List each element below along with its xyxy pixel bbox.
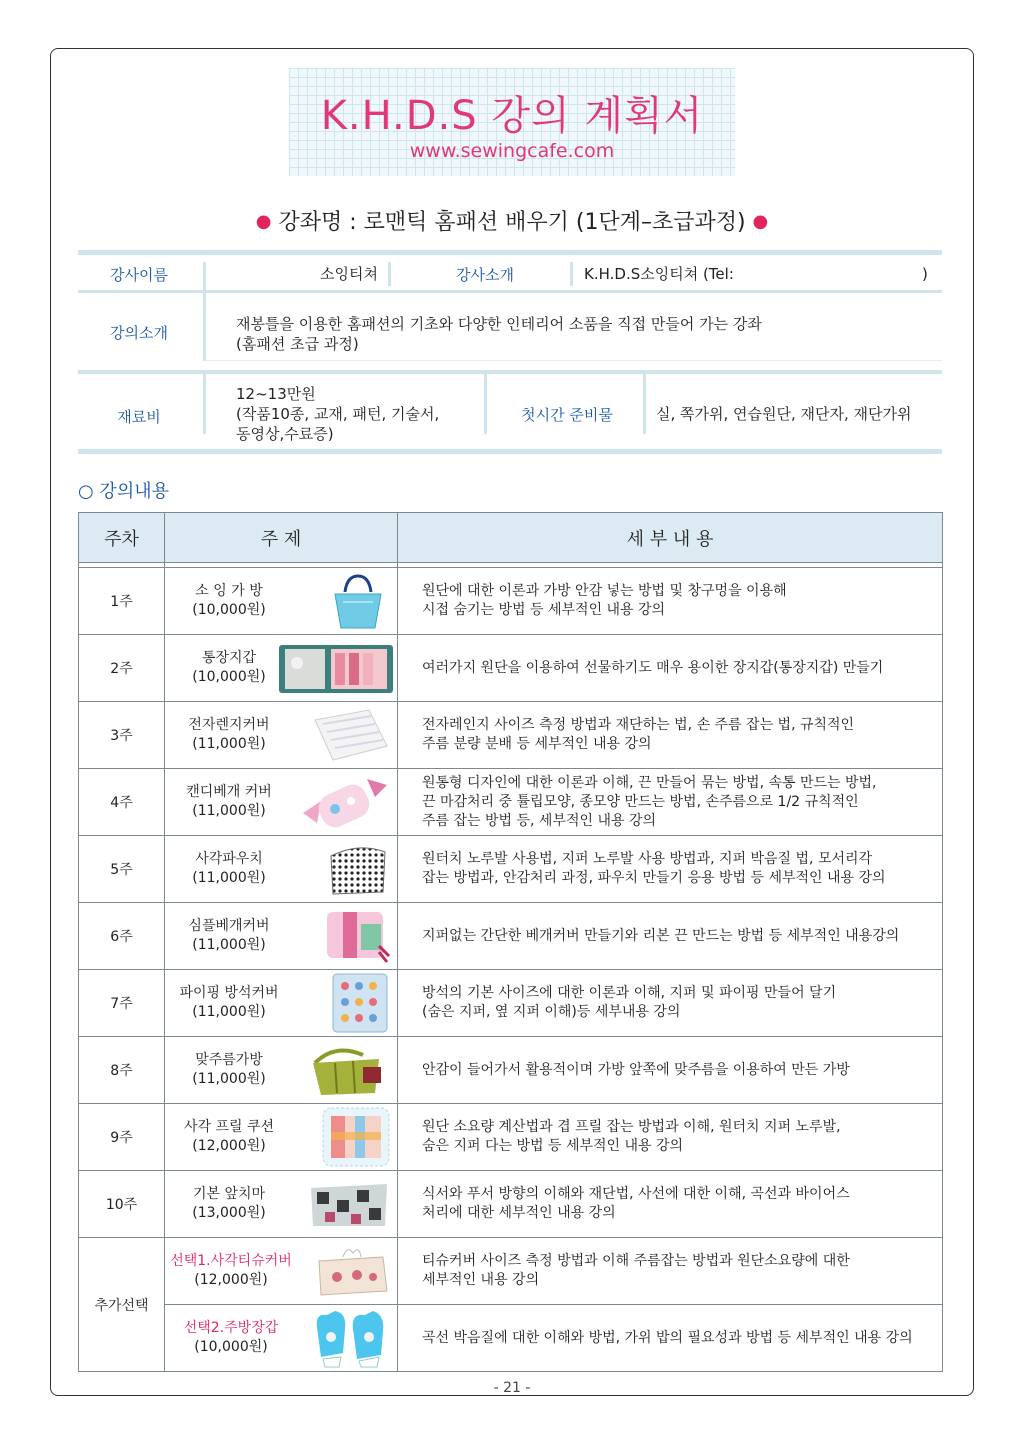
topic-name: 소 잉 가 방 bbox=[195, 583, 263, 599]
week-cell: 3주 bbox=[79, 702, 165, 769]
detail-cell bbox=[398, 702, 943, 769]
detail-line: 숨은 지퍼 다는 방법 등 세부적인 내용 강의 bbox=[422, 1138, 684, 1154]
fee-label: 재료비 bbox=[117, 408, 161, 426]
section-title: ○ 강의내용 bbox=[78, 481, 169, 502]
table-row bbox=[79, 1238, 943, 1305]
detail-cell bbox=[398, 836, 943, 903]
topic-price: (11,000원) bbox=[192, 937, 266, 953]
divider bbox=[203, 293, 206, 361]
header-topic: 주 제 bbox=[165, 513, 398, 563]
lesson-table bbox=[78, 512, 943, 1372]
detail-cell bbox=[398, 1305, 943, 1372]
detail-cell bbox=[398, 769, 943, 836]
topic-name: 선택2.주방장갑 bbox=[183, 1320, 279, 1336]
topic-price: (10,000원) bbox=[192, 669, 266, 685]
detail-line: 원단 소요량 계산법과 겹 프릴 잡는 방법과 이해, 원터치 지퍼 노루발, bbox=[422, 1119, 841, 1135]
detail-cell bbox=[398, 1037, 943, 1104]
week-cell: 1주 bbox=[79, 568, 165, 635]
topic-cell bbox=[165, 1171, 398, 1238]
topic-cell bbox=[165, 769, 398, 836]
detail-cell bbox=[398, 1104, 943, 1171]
page-number: - 21 - bbox=[493, 1380, 531, 1396]
course-intro-line1: 재봉틀을 이용한 홈패션의 기초와 다양한 인테리어 소품을 직접 만들어 가는 강좌 bbox=[236, 315, 762, 333]
detail-line: 잡는 방법과, 안감처리 과정, 파우치 만들기 응용 방법 등 세부적인 내용 강의 bbox=[422, 870, 886, 886]
pillow-cover-photo-icon bbox=[321, 906, 391, 966]
detail-cell bbox=[398, 1238, 943, 1305]
instructor-label: 강사이름 bbox=[110, 266, 168, 284]
topic-name: 기본 앞치마 bbox=[192, 1186, 266, 1202]
course-intro-line2: (홈패션 초급 과정) bbox=[236, 335, 359, 353]
oven-mitt-photo-icon bbox=[311, 1307, 391, 1369]
topic-cell bbox=[165, 1238, 398, 1305]
detail-line: 끈 마감처리 중 튤립모양, 종모양 만드는 방법, 손주름으로 1/2 규칙적인 bbox=[422, 793, 859, 810]
pouch-photo-icon bbox=[325, 840, 391, 898]
detail-line: 여러가지 원단을 이용하여 선물하기도 매우 용이한 장지갑(통장지갑) 만들기 bbox=[422, 659, 884, 676]
course-name: 강좌명 : 로맨틱 홈패션 배우기 (1단계–초급과정) bbox=[278, 210, 746, 235]
topic-cell bbox=[165, 970, 398, 1037]
detail-cell bbox=[398, 635, 943, 702]
divider bbox=[78, 449, 942, 454]
divider bbox=[78, 250, 942, 255]
fee-line2: (작품10종, 교재, 패턴, 기술서, bbox=[236, 405, 440, 423]
table-row bbox=[79, 1305, 943, 1372]
detail-cell bbox=[398, 970, 943, 1037]
divider bbox=[78, 290, 942, 293]
prep-label: 첫시간 준비물 bbox=[521, 406, 613, 424]
topic-price: (10,000원) bbox=[192, 602, 266, 618]
candy-pillow-photo-icon bbox=[295, 771, 391, 833]
topic-name: 캔디베개 커버 bbox=[186, 784, 272, 800]
divider bbox=[203, 374, 206, 434]
detail-line: 곡선 박음질에 대한 이해와 방법, 가위 밥의 필요성과 방법 등 세부적인 내용 강의 bbox=[422, 1329, 913, 1346]
topic-name: 사각 프릴 쿠션 bbox=[183, 1119, 275, 1135]
banner-title: K.H.D.S 강의 계획서 bbox=[320, 93, 704, 139]
detail-cell bbox=[398, 1171, 943, 1238]
topic-price: (11,000원) bbox=[192, 1004, 266, 1020]
divider bbox=[388, 262, 391, 286]
topic-cell bbox=[165, 1305, 398, 1372]
week-cell: 4주 bbox=[79, 769, 165, 836]
topic-price: (11,000원) bbox=[192, 803, 266, 819]
topic-name: 파이핑 방석커버 bbox=[179, 985, 279, 1001]
detail-line: 지퍼없는 간단한 베개커버 만들기와 리본 끈 만드는 방법 등 세부적인 내용강의 bbox=[422, 927, 900, 944]
detail-line: 원터치 노루발 사용법, 지퍼 노루발 사용 방법과, 지퍼 박음질 법, 모서리각 bbox=[422, 851, 873, 867]
fee-line1: 12~13만원 bbox=[236, 385, 316, 403]
week-cell: 10주 bbox=[79, 1171, 165, 1238]
detail-line: 안감이 들어가서 활용적이며 가방 앞쪽에 맞주름을 이용하여 만든 가방 bbox=[422, 1061, 850, 1078]
week-cell: 9주 bbox=[79, 1104, 165, 1171]
table-row bbox=[79, 769, 943, 836]
extra-label-cell: 추가선택 bbox=[79, 1238, 165, 1372]
topic-price: (13,000원) bbox=[192, 1205, 266, 1221]
detail-line: 세부적인 내용 강의 bbox=[422, 1272, 540, 1288]
course-intro-label: 강의소개 bbox=[110, 324, 168, 342]
table-row bbox=[79, 1104, 943, 1171]
instructor-value: 소잉티쳐 bbox=[320, 265, 378, 283]
topic-name: 통장지갑 bbox=[201, 650, 257, 666]
tote-bag-photo-icon bbox=[325, 572, 391, 630]
topic-cell bbox=[165, 1104, 398, 1171]
prep-value: 실, 쪽가위, 연습원단, 재단자, 재단가위 bbox=[656, 405, 912, 423]
week-cell: 5주 bbox=[79, 836, 165, 903]
cushion-photo-icon bbox=[329, 972, 391, 1034]
week-cell: 8주 bbox=[79, 1037, 165, 1104]
topic-cell bbox=[165, 702, 398, 769]
detail-line: 처리에 대한 세부적인 내용 강의 bbox=[422, 1205, 616, 1221]
divider bbox=[205, 360, 942, 361]
detail-line: 티슈커버 사이즈 측정 방법과 이해 주름잡는 방법과 원단소요량에 대한 bbox=[422, 1253, 850, 1269]
wallet-photo-icon bbox=[277, 639, 395, 697]
topic-price: (12,000원) bbox=[194, 1272, 268, 1288]
topic-name: 전자렌지커버 bbox=[188, 717, 270, 733]
apron-photo-icon bbox=[307, 1178, 391, 1230]
detail-line: (숨은 지퍼, 옆 지퍼 이해)등 세부내용 강의 bbox=[422, 1004, 681, 1020]
table-row bbox=[79, 836, 943, 903]
frill-cushion-photo-icon bbox=[321, 1106, 391, 1168]
topic-cell bbox=[165, 836, 398, 903]
header-week: 주차 bbox=[79, 513, 165, 563]
week-cell: 7주 bbox=[79, 970, 165, 1037]
table-row bbox=[79, 568, 943, 635]
topic-cell bbox=[165, 1037, 398, 1104]
topic-price: (11,000원) bbox=[192, 870, 266, 886]
intro-value: K.H.D.S소잉티쳐 (Tel: bbox=[584, 265, 734, 283]
detail-line: 방석의 기본 사이즈에 대한 이론과 이해, 지퍼 및 파이핑 만들어 달기 bbox=[422, 985, 837, 1001]
divider bbox=[570, 262, 573, 286]
intro-close: ) bbox=[922, 265, 928, 283]
microwave-cover-photo-icon bbox=[309, 706, 391, 764]
header-banner bbox=[289, 68, 735, 176]
detail-line: 원통형 디자인에 대한 이론과 이해, 끈 만들어 묶는 방법, 속통 만드는 방법, bbox=[422, 774, 877, 791]
bullet-icon: ● bbox=[752, 211, 769, 232]
detail-line: 전자레인지 사이즈 측정 방법과 재단하는 법, 손 주름 잡는 법, 규칙적인 bbox=[422, 717, 855, 733]
topic-price: (12,000원) bbox=[192, 1138, 266, 1154]
week-cell: 6주 bbox=[79, 903, 165, 970]
topic-cell bbox=[165, 903, 398, 970]
detail-line: 시접 숨기는 방법 등 세부적인 내용 강의 bbox=[422, 602, 666, 618]
course-title bbox=[0, 205, 1024, 236]
topic-price: (11,000원) bbox=[192, 1071, 266, 1087]
topic-cell bbox=[165, 568, 398, 635]
table-row bbox=[79, 1037, 943, 1104]
pleated-bag-photo-icon bbox=[305, 1041, 391, 1099]
tissue-cover-photo-icon bbox=[313, 1243, 391, 1299]
divider bbox=[643, 374, 646, 434]
bullet-icon: ● bbox=[255, 211, 272, 232]
table-row bbox=[79, 1171, 943, 1238]
topic-name: 맞주름가방 bbox=[195, 1052, 263, 1068]
table-row bbox=[79, 635, 943, 702]
detail-cell bbox=[398, 568, 943, 635]
detail-cell bbox=[398, 903, 943, 970]
topic-name: 심플베개커버 bbox=[188, 918, 270, 934]
table-row bbox=[79, 903, 943, 970]
topic-price: (10,000원) bbox=[194, 1339, 268, 1355]
table-row bbox=[79, 970, 943, 1037]
fee-line3: 동영상,수료증) bbox=[236, 425, 334, 443]
topic-cell bbox=[165, 635, 398, 702]
topic-name: 사각파우치 bbox=[195, 851, 263, 867]
divider bbox=[203, 262, 206, 290]
divider bbox=[484, 374, 487, 434]
detail-line: 주름 분량 분배 등 세부적인 내용 강의 bbox=[422, 736, 652, 752]
week-cell: 2주 bbox=[79, 635, 165, 702]
divider bbox=[78, 370, 942, 374]
banner-url[interactable]: www.sewingcafe.com bbox=[409, 140, 615, 162]
header-detail: 세 부 내 용 bbox=[398, 513, 943, 563]
table-row bbox=[79, 702, 943, 769]
detail-line: 원단에 대한 이론과 가방 안감 넣는 방법 및 창구멍을 이용해 bbox=[422, 583, 787, 599]
detail-line: 식서와 푸서 방향의 이해와 재단법, 사선에 대한 이해, 곡선과 바이어스 bbox=[422, 1186, 850, 1202]
topic-name: 선택1.사각티슈커버 bbox=[170, 1253, 292, 1269]
intro-label: 강사소개 bbox=[456, 266, 514, 284]
topic-price: (11,000원) bbox=[192, 736, 266, 752]
detail-line: 주름 잡는 방법 등, 세부적인 내용 강의 bbox=[422, 812, 657, 829]
